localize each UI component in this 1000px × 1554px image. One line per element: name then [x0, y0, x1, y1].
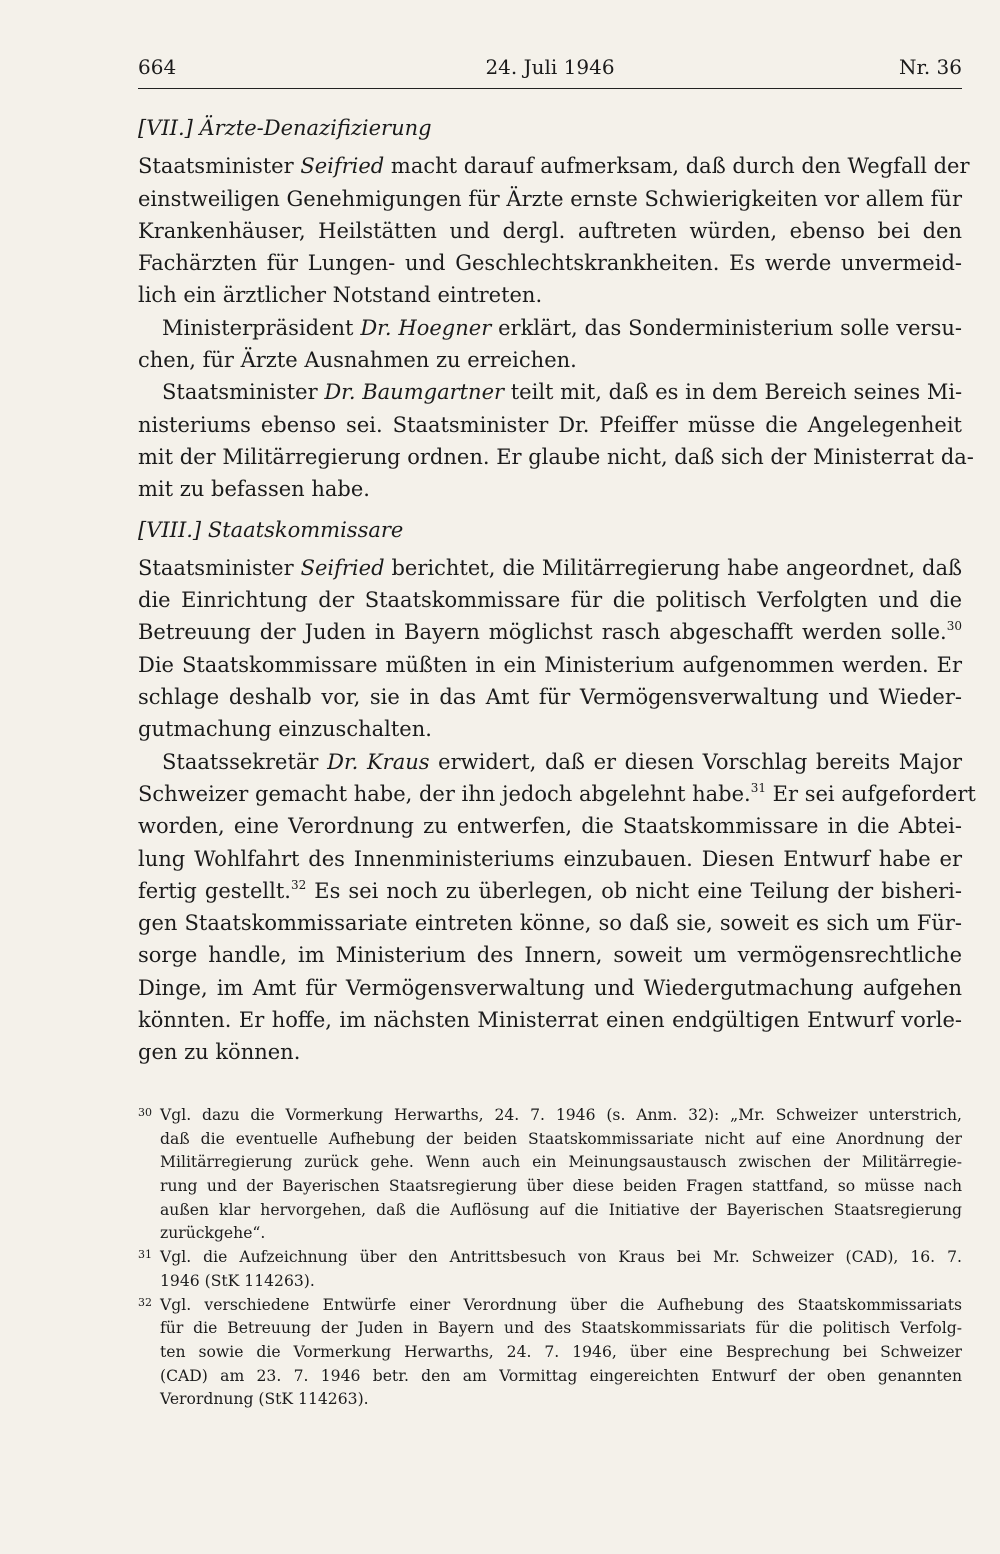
footnote-ref[interactable]: 32 — [290, 877, 307, 892]
text-line: könnten. Er hoffe, im nächsten Ministerrat einen endgültigen Entwurf vorle- — [138, 1008, 962, 1033]
text-line: lung Wohlfahrt des Innenministeriums einzubauen. Diesen Entwurf habe er — [138, 846, 962, 871]
footnote-line: Vgl. die Aufzeichnung über den Antrittsbesuch von Kraus bei Mr. Schweizer (CAD), 16. 7. — [160, 1248, 962, 1267]
paragraph — [138, 312, 962, 377]
footnotes — [138, 1104, 962, 1412]
text-line: sorge handle, im Ministerium des Innern, soweit um vermögensrechtliche — [138, 943, 962, 968]
header-date: 24. Juli 1946 — [485, 55, 615, 79]
footnote-line: Vgl. verschiedene Entwürfe einer Verordnung über die Aufhebung des Staatskommissariats — [160, 1295, 962, 1314]
text-line: Fachärzten für Lungen- und Geschlechtskrankheiten. Es werde unvermeid- — [138, 251, 962, 276]
paragraph — [138, 376, 974, 505]
text-line: fertig gestellt.$^{32}$ Es sei noch zu überlegen, ob nicht eine Teilung der bisheri- — [138, 877, 962, 903]
footnote-line: außen klar hervorgehen, daß die Auflösung auf die Initiative der Bayerischen Staatsregierung — [160, 1200, 962, 1219]
footnote-line: daß die eventuelle Aufhebung der beiden Staatskommissariate nicht auf eine Anordnung der — [160, 1129, 962, 1148]
text-line: worden, eine Verordnung zu entwerfen, die Staatskommissare in die Abtei- — [138, 814, 962, 839]
paragraph — [138, 150, 970, 311]
text-line: mit zu befassen habe. — [138, 477, 370, 502]
text-line: mit der Militärregierung ordnen. Er glaube nicht, daß sich der Ministerrat da- — [138, 444, 974, 469]
main-text — [138, 112, 976, 1069]
section-number: [VIII.] — [138, 517, 202, 542]
text-line: die Einrichtung der Staatskommissare für die politisch Verfolgten und die — [138, 588, 962, 613]
section-number: [VII.] — [138, 116, 193, 140]
text-line: Staatsminister Seifried macht darauf aufmerksam, daß durch den Wegfall der — [138, 154, 970, 179]
header-rule — [138, 88, 962, 89]
footnote-32 — [138, 1294, 962, 1412]
section-title: Ärzte-Denazifizierung — [199, 116, 432, 140]
footnote-number: 30 — [138, 1106, 152, 1119]
footnote-line: 1946 (StK 114263). — [160, 1271, 315, 1290]
footnote-line: für die Betreuung der Juden in Bayern und des Staatskommissariats für die politisch Verfolg- — [160, 1319, 962, 1338]
text-line: Die Staatskommissare müßten in ein Ministerium aufgenommen werden. Er — [138, 652, 962, 677]
section-heading-viii — [138, 514, 962, 546]
footnote-line: zurückgehe“. — [160, 1224, 266, 1243]
text-line: Staatsminister Seifried berichtet, die Militärregierung habe angeordnet, daß — [138, 555, 962, 580]
text-line: Dinge, im Amt für Vermögensverwaltung und Wiedergutmachung aufgehen — [138, 975, 962, 1000]
text-line: gen Staatskommissariate eintreten könne, so daß sie, soweit es sich um Für- — [138, 911, 962, 936]
text-line: Schweizer gemacht habe, der ihn jedoch abgelehnt habe.$^{31}$ Er sei aufgefordert — [138, 780, 976, 806]
footnote-ref[interactable]: 31 — [750, 780, 766, 795]
running-header — [138, 55, 962, 85]
text-line: gutmachung einzuschalten. — [138, 717, 432, 742]
footnote-line: Verordnung (StK 114263). — [160, 1390, 369, 1409]
text-line: Staatssekretär Dr. Kraus erwidert, daß er diesen Vorschlag bereits Major — [162, 749, 963, 774]
text-line: Ministerpräsident Dr. Hoegner erklärt, das Sonderministerium solle versu- — [162, 315, 962, 340]
text-line: Staatsminister Dr. Baumgartner teilt mit, daß es in dem Bereich seines Mi- — [162, 380, 963, 405]
text-line: Krankenhäuser, Heilstätten und dergl. auftreten würden, ebenso bei den — [138, 218, 962, 243]
footnote-line: (CAD) am 23. 7. 1946 betr. den am Vormittag eingereichten Entwurf der oben genannten — [160, 1366, 962, 1385]
footnote-ref[interactable]: 30 — [946, 619, 962, 634]
footnote-31 — [138, 1246, 962, 1293]
paragraph — [138, 552, 962, 746]
footnote-line: Vgl. dazu die Vormerkung Herwarths, 24. 7. 1946 (s. Anm. 32): „Mr. Schweizer unterstrich, — [160, 1106, 962, 1124]
footnote-line: Militärregierung zurück gehe. Wenn auch ein Meinungsaustausch zwischen der Militärregie- — [160, 1153, 962, 1172]
section-heading-vii — [138, 112, 962, 144]
text-line: chen, für Ärzte Ausnahmen zu erreichen. — [138, 348, 577, 373]
footnote-number: 32 — [138, 1295, 152, 1309]
footnote-line: rung und der Bayerischen Staatsregierung über diese beiden Fragen stattfand, so müsse nach — [160, 1177, 962, 1196]
paragraph — [138, 746, 976, 1069]
footnote-number: 31 — [138, 1248, 152, 1262]
footnote-30 — [138, 1104, 962, 1246]
text-line: schlage deshalb vor, sie in das Amt für Vermögensverwaltung und Wieder- — [138, 685, 962, 710]
text-line: lich ein ärztlicher Notstand eintreten. — [138, 283, 543, 308]
page-number: 664 — [138, 55, 177, 79]
footnote-line: ten sowie die Vormerkung Herwarths, 24. 7. 1946, über eine Besprechung bei Schweizer — [160, 1342, 962, 1361]
text-line: einstweiligen Genehmigungen für Ärzte ernste Schwierigkeiten vor allem für — [138, 186, 962, 211]
text-line: gen zu können. — [138, 1040, 301, 1065]
header-issue: Nr. 36 — [898, 55, 962, 79]
section-title: Staatskommissare — [207, 517, 404, 542]
text-line: Betreuung der Juden in Bayern möglichst rasch abgeschafft werden solle.$^{30}$ — [138, 619, 962, 645]
text-line: nisteriums ebenso sei. Staatsminister Dr. Pfeiffer müsse die Angelegenheit — [138, 412, 962, 437]
